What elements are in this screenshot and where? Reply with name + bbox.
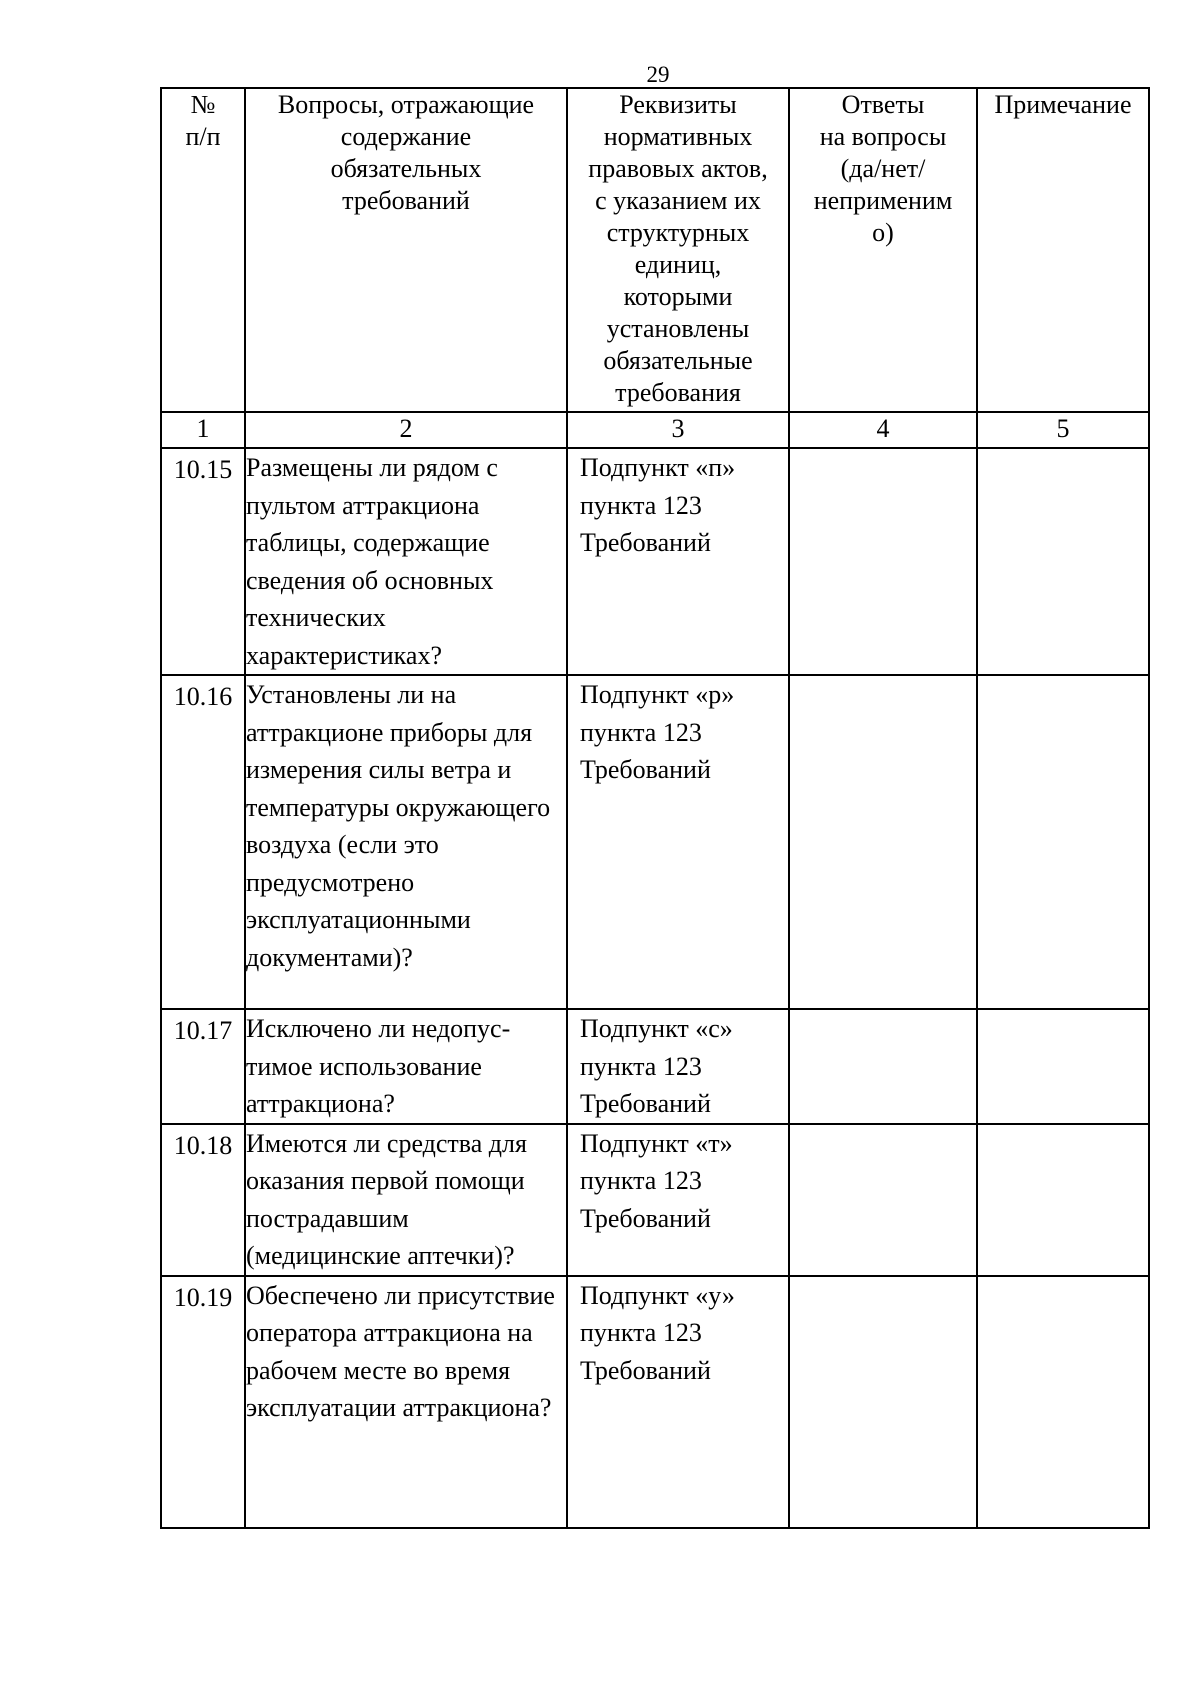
row-question: Имеются ли средства для оказания первой помощи пострадавшим (медицинские аптечки)? [245,1124,567,1276]
row-question: Обеспечено ли присутствие оператора аттракциона на рабочем месте во время эксплуатации аттракциона? [245,1276,567,1528]
row-answer-cell[interactable] [789,1124,977,1276]
table-row [161,448,1149,675]
table-header-row [161,88,1149,412]
row-requisites: Подпункт «р» пункта 123 Требований [567,675,789,1009]
row-number: 10.19 [161,1276,245,1528]
column-number: 3 [567,412,789,448]
table-row [161,1276,1149,1528]
table-row [161,1124,1149,1276]
row-requisites: Подпункт «т» пункта 123 Требований [567,1124,789,1276]
row-number: 10.16 [161,675,245,1009]
row-note-cell[interactable] [977,448,1149,675]
column-number: 2 [245,412,567,448]
row-number: 10.15 [161,448,245,675]
row-requisites: Подпункт «с» пункта 123 Требований [567,1009,789,1124]
column-number: 4 [789,412,977,448]
row-note-cell[interactable] [977,1276,1149,1528]
row-note-cell[interactable] [977,1124,1149,1276]
row-requisites: Подпункт «п» пункта 123 Требований [567,448,789,675]
header-note: Примечание [977,88,1149,412]
row-answer-cell[interactable] [789,675,977,1009]
row-number: 10.17 [161,1009,245,1124]
row-question: Установлены ли на аттракционе приборы для измерения силы ветра и температуры окружающего воздуха (если это предусмотрено эксплуатационными документами)? [245,675,567,1009]
row-question: Исключено ли недопус-тимое использование аттракциона? [245,1009,567,1124]
row-note-cell[interactable] [977,1009,1149,1124]
header-questions: Вопросы, отражающие содержание обязательных требований [245,88,567,412]
column-number-row [161,412,1149,448]
column-number: 5 [977,412,1149,448]
row-requisites: Подпункт «у» пункта 123 Требований [567,1276,789,1528]
row-question: Размещены ли рядом с пультом аттракциона таблицы, содержащие сведения об основных технических характеристиках? [245,448,567,675]
column-number: 1 [161,412,245,448]
row-note-cell[interactable] [977,675,1149,1009]
table-row [161,1009,1149,1124]
row-answer-cell[interactable] [789,1009,977,1124]
row-answer-cell[interactable] [789,448,977,675]
requirements-checklist-table [160,87,1150,1529]
page-number: 29 [646,62,670,87]
table-row [161,675,1149,1009]
header-number: № п/п [161,88,245,412]
header-requisites: Реквизиты нормативных правовых актов, с указанием их структурных единиц, которыми установлены обязательные требования [567,88,789,412]
row-answer-cell[interactable] [789,1276,977,1528]
header-answers: Ответы на вопросы (да/нет/ неприменим о) [789,88,977,412]
row-number: 10.18 [161,1124,245,1276]
